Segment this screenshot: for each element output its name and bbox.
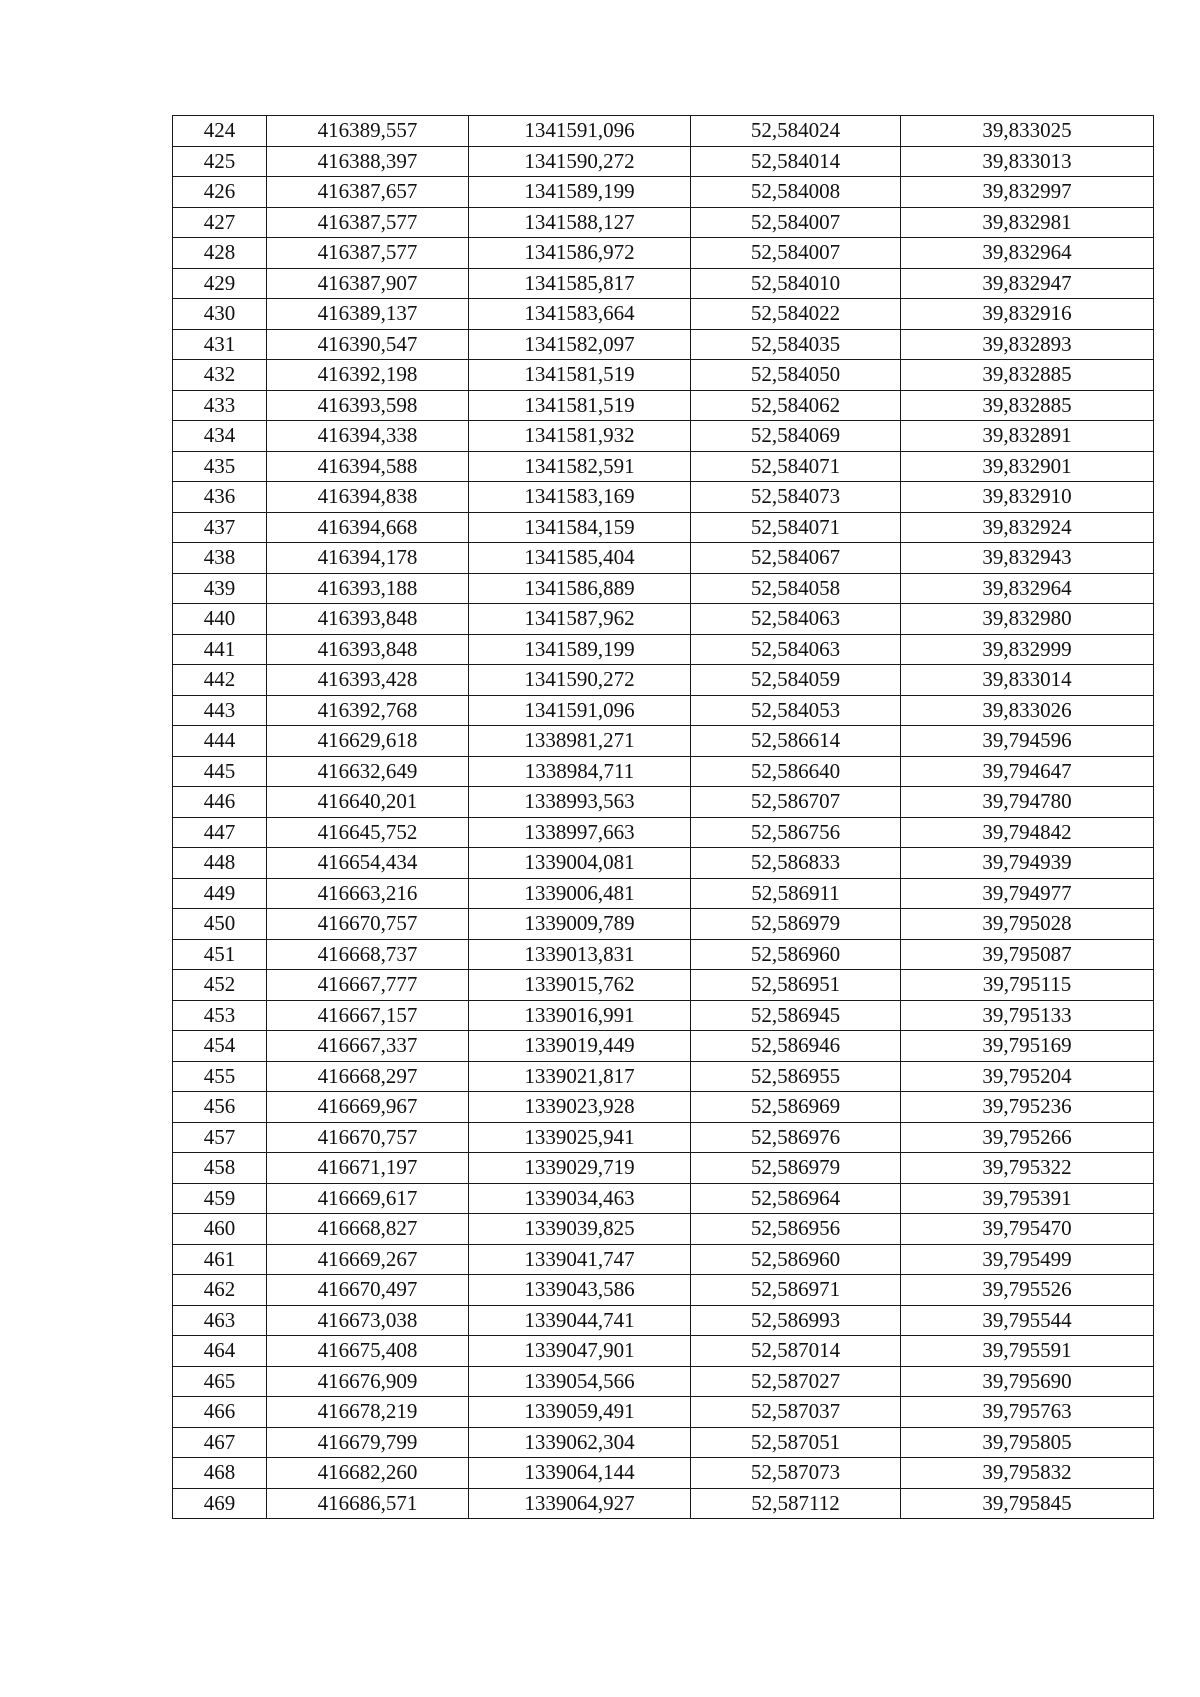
latitude-cell: 52,584053 — [691, 695, 901, 726]
x-coordinate-cell: 416393,428 — [267, 665, 469, 696]
latitude-cell: 52,584073 — [691, 482, 901, 513]
y-coordinate-cell: 1341581,519 — [469, 390, 691, 421]
longitude-cell: 39,833026 — [901, 695, 1154, 726]
y-coordinate-cell: 1339016,991 — [469, 1000, 691, 1031]
y-coordinate-cell: 1339054,566 — [469, 1366, 691, 1397]
x-coordinate-cell: 416393,848 — [267, 634, 469, 665]
x-coordinate-cell: 416678,219 — [267, 1397, 469, 1428]
point-number-cell: 459 — [173, 1183, 267, 1214]
table-row — [173, 1031, 1154, 1062]
table-row — [173, 787, 1154, 818]
y-coordinate-cell: 1339006,481 — [469, 878, 691, 909]
table-row — [173, 726, 1154, 757]
y-coordinate-cell: 1339044,741 — [469, 1305, 691, 1336]
longitude-cell: 39,795499 — [901, 1244, 1154, 1275]
point-number-cell: 443 — [173, 695, 267, 726]
latitude-cell: 52,584059 — [691, 665, 901, 696]
table-row — [173, 1244, 1154, 1275]
point-number-cell: 447 — [173, 817, 267, 848]
point-number-cell: 452 — [173, 970, 267, 1001]
x-coordinate-cell: 416667,157 — [267, 1000, 469, 1031]
y-coordinate-cell: 1339004,081 — [469, 848, 691, 879]
longitude-cell: 39,795845 — [901, 1488, 1154, 1519]
longitude-cell: 39,794596 — [901, 726, 1154, 757]
table-row — [173, 207, 1154, 238]
latitude-cell: 52,584067 — [691, 543, 901, 574]
point-number-cell: 449 — [173, 878, 267, 909]
latitude-cell: 52,584063 — [691, 604, 901, 635]
latitude-cell: 52,586976 — [691, 1122, 901, 1153]
x-coordinate-cell: 416645,752 — [267, 817, 469, 848]
x-coordinate-cell: 416394,588 — [267, 451, 469, 482]
table-row — [173, 329, 1154, 360]
y-coordinate-cell: 1341584,159 — [469, 512, 691, 543]
y-coordinate-cell: 1339015,762 — [469, 970, 691, 1001]
table-row — [173, 116, 1154, 147]
x-coordinate-cell: 416632,649 — [267, 756, 469, 787]
y-coordinate-cell: 1341582,591 — [469, 451, 691, 482]
longitude-cell: 39,832981 — [901, 207, 1154, 238]
y-coordinate-cell: 1341587,962 — [469, 604, 691, 635]
longitude-cell: 39,833013 — [901, 146, 1154, 177]
y-coordinate-cell: 1339019,449 — [469, 1031, 691, 1062]
point-number-cell: 427 — [173, 207, 267, 238]
latitude-cell: 52,584007 — [691, 207, 901, 238]
x-coordinate-cell: 416667,777 — [267, 970, 469, 1001]
point-number-cell: 438 — [173, 543, 267, 574]
table-row — [173, 1427, 1154, 1458]
table-row — [173, 1336, 1154, 1367]
latitude-cell: 52,584035 — [691, 329, 901, 360]
longitude-cell: 39,832943 — [901, 543, 1154, 574]
x-coordinate-cell: 416394,838 — [267, 482, 469, 513]
longitude-cell: 39,832885 — [901, 360, 1154, 391]
longitude-cell: 39,833014 — [901, 665, 1154, 696]
latitude-cell: 52,584071 — [691, 451, 901, 482]
x-coordinate-cell: 416670,757 — [267, 909, 469, 940]
longitude-cell: 39,795028 — [901, 909, 1154, 940]
y-coordinate-cell: 1341582,097 — [469, 329, 691, 360]
longitude-cell: 39,832964 — [901, 238, 1154, 269]
table-row — [173, 1305, 1154, 1336]
longitude-cell: 39,832999 — [901, 634, 1154, 665]
y-coordinate-cell: 1341583,664 — [469, 299, 691, 330]
x-coordinate-cell: 416654,434 — [267, 848, 469, 879]
latitude-cell: 52,584022 — [691, 299, 901, 330]
table-row — [173, 390, 1154, 421]
latitude-cell: 52,586833 — [691, 848, 901, 879]
longitude-cell: 39,795805 — [901, 1427, 1154, 1458]
latitude-cell: 52,584008 — [691, 177, 901, 208]
point-number-cell: 466 — [173, 1397, 267, 1428]
coordinates-table — [172, 115, 1154, 1519]
x-coordinate-cell: 416686,571 — [267, 1488, 469, 1519]
table-row — [173, 573, 1154, 604]
table-row — [173, 665, 1154, 696]
point-number-cell: 436 — [173, 482, 267, 513]
latitude-cell: 52,584058 — [691, 573, 901, 604]
longitude-cell: 39,795763 — [901, 1397, 1154, 1428]
table-row — [173, 909, 1154, 940]
x-coordinate-cell: 416387,577 — [267, 207, 469, 238]
latitude-cell: 52,587112 — [691, 1488, 901, 1519]
longitude-cell: 39,832947 — [901, 268, 1154, 299]
y-coordinate-cell: 1338984,711 — [469, 756, 691, 787]
x-coordinate-cell: 416679,799 — [267, 1427, 469, 1458]
y-coordinate-cell: 1339041,747 — [469, 1244, 691, 1275]
point-number-cell: 434 — [173, 421, 267, 452]
table-row — [173, 756, 1154, 787]
y-coordinate-cell: 1339064,927 — [469, 1488, 691, 1519]
longitude-cell: 39,795087 — [901, 939, 1154, 970]
longitude-cell: 39,832916 — [901, 299, 1154, 330]
x-coordinate-cell: 416393,188 — [267, 573, 469, 604]
y-coordinate-cell: 1341588,127 — [469, 207, 691, 238]
y-coordinate-cell: 1339062,304 — [469, 1427, 691, 1458]
longitude-cell: 39,794842 — [901, 817, 1154, 848]
point-number-cell: 431 — [173, 329, 267, 360]
y-coordinate-cell: 1341585,404 — [469, 543, 691, 574]
table-row — [173, 421, 1154, 452]
table-row — [173, 1061, 1154, 1092]
x-coordinate-cell: 416629,618 — [267, 726, 469, 757]
point-number-cell: 441 — [173, 634, 267, 665]
x-coordinate-cell: 416387,577 — [267, 238, 469, 269]
y-coordinate-cell: 1341591,096 — [469, 695, 691, 726]
x-coordinate-cell: 416389,557 — [267, 116, 469, 147]
table-row — [173, 848, 1154, 879]
latitude-cell: 52,586955 — [691, 1061, 901, 1092]
latitude-cell: 52,586956 — [691, 1214, 901, 1245]
table-row — [173, 970, 1154, 1001]
latitude-cell: 52,586960 — [691, 1244, 901, 1275]
longitude-cell: 39,832910 — [901, 482, 1154, 513]
point-number-cell: 445 — [173, 756, 267, 787]
table-row — [173, 512, 1154, 543]
latitude-cell: 52,586960 — [691, 939, 901, 970]
x-coordinate-cell: 416640,201 — [267, 787, 469, 818]
point-number-cell: 464 — [173, 1336, 267, 1367]
longitude-cell: 39,795690 — [901, 1366, 1154, 1397]
point-number-cell: 429 — [173, 268, 267, 299]
longitude-cell: 39,795115 — [901, 970, 1154, 1001]
y-coordinate-cell: 1341589,199 — [469, 177, 691, 208]
longitude-cell: 39,795169 — [901, 1031, 1154, 1062]
latitude-cell: 52,586911 — [691, 878, 901, 909]
table-row — [173, 634, 1154, 665]
longitude-cell: 39,832885 — [901, 390, 1154, 421]
latitude-cell: 52,584069 — [691, 421, 901, 452]
longitude-cell: 39,795470 — [901, 1214, 1154, 1245]
y-coordinate-cell: 1341586,889 — [469, 573, 691, 604]
point-number-cell: 451 — [173, 939, 267, 970]
table-row — [173, 177, 1154, 208]
table-row — [173, 268, 1154, 299]
table-row — [173, 146, 1154, 177]
table-row — [173, 482, 1154, 513]
x-coordinate-cell: 416670,757 — [267, 1122, 469, 1153]
longitude-cell: 39,832893 — [901, 329, 1154, 360]
longitude-cell: 39,795526 — [901, 1275, 1154, 1306]
longitude-cell: 39,832891 — [901, 421, 1154, 452]
point-number-cell: 428 — [173, 238, 267, 269]
x-coordinate-cell: 416394,338 — [267, 421, 469, 452]
y-coordinate-cell: 1339064,144 — [469, 1458, 691, 1489]
point-number-cell: 446 — [173, 787, 267, 818]
y-coordinate-cell: 1341590,272 — [469, 146, 691, 177]
point-number-cell: 454 — [173, 1031, 267, 1062]
x-coordinate-cell: 416673,038 — [267, 1305, 469, 1336]
latitude-cell: 52,584010 — [691, 268, 901, 299]
x-coordinate-cell: 416668,827 — [267, 1214, 469, 1245]
latitude-cell: 52,584063 — [691, 634, 901, 665]
latitude-cell: 52,586964 — [691, 1183, 901, 1214]
table-row — [173, 695, 1154, 726]
longitude-cell: 39,794977 — [901, 878, 1154, 909]
x-coordinate-cell: 416663,216 — [267, 878, 469, 909]
table-row — [173, 238, 1154, 269]
point-number-cell: 450 — [173, 909, 267, 940]
point-number-cell: 437 — [173, 512, 267, 543]
x-coordinate-cell: 416675,408 — [267, 1336, 469, 1367]
x-coordinate-cell: 416394,178 — [267, 543, 469, 574]
latitude-cell: 52,586993 — [691, 1305, 901, 1336]
y-coordinate-cell: 1339034,463 — [469, 1183, 691, 1214]
latitude-cell: 52,586979 — [691, 1153, 901, 1184]
x-coordinate-cell: 416393,598 — [267, 390, 469, 421]
latitude-cell: 52,587014 — [691, 1336, 901, 1367]
latitude-cell: 52,586951 — [691, 970, 901, 1001]
y-coordinate-cell: 1341583,169 — [469, 482, 691, 513]
latitude-cell: 52,586971 — [691, 1275, 901, 1306]
table-row — [173, 817, 1154, 848]
point-number-cell: 453 — [173, 1000, 267, 1031]
x-coordinate-cell: 416671,197 — [267, 1153, 469, 1184]
table-row — [173, 878, 1154, 909]
longitude-cell: 39,795832 — [901, 1458, 1154, 1489]
latitude-cell: 52,584007 — [691, 238, 901, 269]
y-coordinate-cell: 1341581,519 — [469, 360, 691, 391]
y-coordinate-cell: 1339025,941 — [469, 1122, 691, 1153]
x-coordinate-cell: 416387,907 — [267, 268, 469, 299]
x-coordinate-cell: 416669,617 — [267, 1183, 469, 1214]
point-number-cell: 444 — [173, 726, 267, 757]
y-coordinate-cell: 1339013,831 — [469, 939, 691, 970]
coordinates-table-body — [173, 116, 1154, 1519]
longitude-cell: 39,795133 — [901, 1000, 1154, 1031]
latitude-cell: 52,584014 — [691, 146, 901, 177]
x-coordinate-cell: 416668,297 — [267, 1061, 469, 1092]
latitude-cell: 52,584071 — [691, 512, 901, 543]
table-row — [173, 1458, 1154, 1489]
longitude-cell: 39,832964 — [901, 573, 1154, 604]
y-coordinate-cell: 1339009,789 — [469, 909, 691, 940]
table-row — [173, 451, 1154, 482]
table-row — [173, 543, 1154, 574]
longitude-cell: 39,795591 — [901, 1336, 1154, 1367]
latitude-cell: 52,587051 — [691, 1427, 901, 1458]
table-row — [173, 1000, 1154, 1031]
y-coordinate-cell: 1338997,663 — [469, 817, 691, 848]
latitude-cell: 52,584050 — [691, 360, 901, 391]
point-number-cell: 455 — [173, 1061, 267, 1092]
point-number-cell: 467 — [173, 1427, 267, 1458]
y-coordinate-cell: 1339021,817 — [469, 1061, 691, 1092]
point-number-cell: 461 — [173, 1244, 267, 1275]
x-coordinate-cell: 416682,260 — [267, 1458, 469, 1489]
longitude-cell: 39,795266 — [901, 1122, 1154, 1153]
y-coordinate-cell: 1339047,901 — [469, 1336, 691, 1367]
point-number-cell: 424 — [173, 116, 267, 147]
x-coordinate-cell: 416670,497 — [267, 1275, 469, 1306]
y-coordinate-cell: 1341586,972 — [469, 238, 691, 269]
table-row — [173, 939, 1154, 970]
point-number-cell: 448 — [173, 848, 267, 879]
longitude-cell: 39,795322 — [901, 1153, 1154, 1184]
point-number-cell: 432 — [173, 360, 267, 391]
y-coordinate-cell: 1341581,932 — [469, 421, 691, 452]
y-coordinate-cell: 1339039,825 — [469, 1214, 691, 1245]
point-number-cell: 435 — [173, 451, 267, 482]
x-coordinate-cell: 416392,198 — [267, 360, 469, 391]
point-number-cell: 463 — [173, 1305, 267, 1336]
point-number-cell: 457 — [173, 1122, 267, 1153]
latitude-cell: 52,584062 — [691, 390, 901, 421]
table-row — [173, 1488, 1154, 1519]
latitude-cell: 52,584024 — [691, 116, 901, 147]
x-coordinate-cell: 416390,547 — [267, 329, 469, 360]
longitude-cell: 39,794780 — [901, 787, 1154, 818]
latitude-cell: 52,586969 — [691, 1092, 901, 1123]
x-coordinate-cell: 416387,657 — [267, 177, 469, 208]
longitude-cell: 39,794939 — [901, 848, 1154, 879]
longitude-cell: 39,832997 — [901, 177, 1154, 208]
point-number-cell: 430 — [173, 299, 267, 330]
x-coordinate-cell: 416667,337 — [267, 1031, 469, 1062]
point-number-cell: 440 — [173, 604, 267, 635]
point-number-cell: 425 — [173, 146, 267, 177]
table-row — [173, 1214, 1154, 1245]
longitude-cell: 39,795391 — [901, 1183, 1154, 1214]
longitude-cell: 39,794647 — [901, 756, 1154, 787]
y-coordinate-cell: 1341585,817 — [469, 268, 691, 299]
y-coordinate-cell: 1339029,719 — [469, 1153, 691, 1184]
latitude-cell: 52,587027 — [691, 1366, 901, 1397]
x-coordinate-cell: 416389,137 — [267, 299, 469, 330]
point-number-cell: 442 — [173, 665, 267, 696]
point-number-cell: 469 — [173, 1488, 267, 1519]
longitude-cell: 39,832924 — [901, 512, 1154, 543]
y-coordinate-cell: 1339023,928 — [469, 1092, 691, 1123]
y-coordinate-cell: 1341590,272 — [469, 665, 691, 696]
latitude-cell: 52,586756 — [691, 817, 901, 848]
table-row — [173, 1275, 1154, 1306]
latitude-cell: 52,586614 — [691, 726, 901, 757]
longitude-cell: 39,795544 — [901, 1305, 1154, 1336]
longitude-cell: 39,833025 — [901, 116, 1154, 147]
point-number-cell: 439 — [173, 573, 267, 604]
table-row — [173, 1366, 1154, 1397]
point-number-cell: 433 — [173, 390, 267, 421]
table-row — [173, 360, 1154, 391]
point-number-cell: 456 — [173, 1092, 267, 1123]
longitude-cell: 39,795204 — [901, 1061, 1154, 1092]
latitude-cell: 52,587073 — [691, 1458, 901, 1489]
table-row — [173, 1153, 1154, 1184]
latitude-cell: 52,586707 — [691, 787, 901, 818]
latitude-cell: 52,587037 — [691, 1397, 901, 1428]
longitude-cell: 39,832901 — [901, 451, 1154, 482]
point-number-cell: 426 — [173, 177, 267, 208]
x-coordinate-cell: 416392,768 — [267, 695, 469, 726]
latitude-cell: 52,586946 — [691, 1031, 901, 1062]
x-coordinate-cell: 416669,267 — [267, 1244, 469, 1275]
table-row — [173, 604, 1154, 635]
table-row — [173, 1183, 1154, 1214]
longitude-cell: 39,795236 — [901, 1092, 1154, 1123]
point-number-cell: 465 — [173, 1366, 267, 1397]
point-number-cell: 460 — [173, 1214, 267, 1245]
table-row — [173, 1397, 1154, 1428]
table-row — [173, 1122, 1154, 1153]
y-coordinate-cell: 1341589,199 — [469, 634, 691, 665]
x-coordinate-cell: 416388,397 — [267, 146, 469, 177]
latitude-cell: 52,586945 — [691, 1000, 901, 1031]
x-coordinate-cell: 416394,668 — [267, 512, 469, 543]
longitude-cell: 39,832980 — [901, 604, 1154, 635]
table-row — [173, 1092, 1154, 1123]
point-number-cell: 468 — [173, 1458, 267, 1489]
latitude-cell: 52,586979 — [691, 909, 901, 940]
y-coordinate-cell: 1339043,586 — [469, 1275, 691, 1306]
x-coordinate-cell: 416668,737 — [267, 939, 469, 970]
y-coordinate-cell: 1338993,563 — [469, 787, 691, 818]
point-number-cell: 458 — [173, 1153, 267, 1184]
y-coordinate-cell: 1341591,096 — [469, 116, 691, 147]
y-coordinate-cell: 1339059,491 — [469, 1397, 691, 1428]
y-coordinate-cell: 1338981,271 — [469, 726, 691, 757]
x-coordinate-cell: 416676,909 — [267, 1366, 469, 1397]
x-coordinate-cell: 416669,967 — [267, 1092, 469, 1123]
table-row — [173, 299, 1154, 330]
x-coordinate-cell: 416393,848 — [267, 604, 469, 635]
point-number-cell: 462 — [173, 1275, 267, 1306]
latitude-cell: 52,586640 — [691, 756, 901, 787]
